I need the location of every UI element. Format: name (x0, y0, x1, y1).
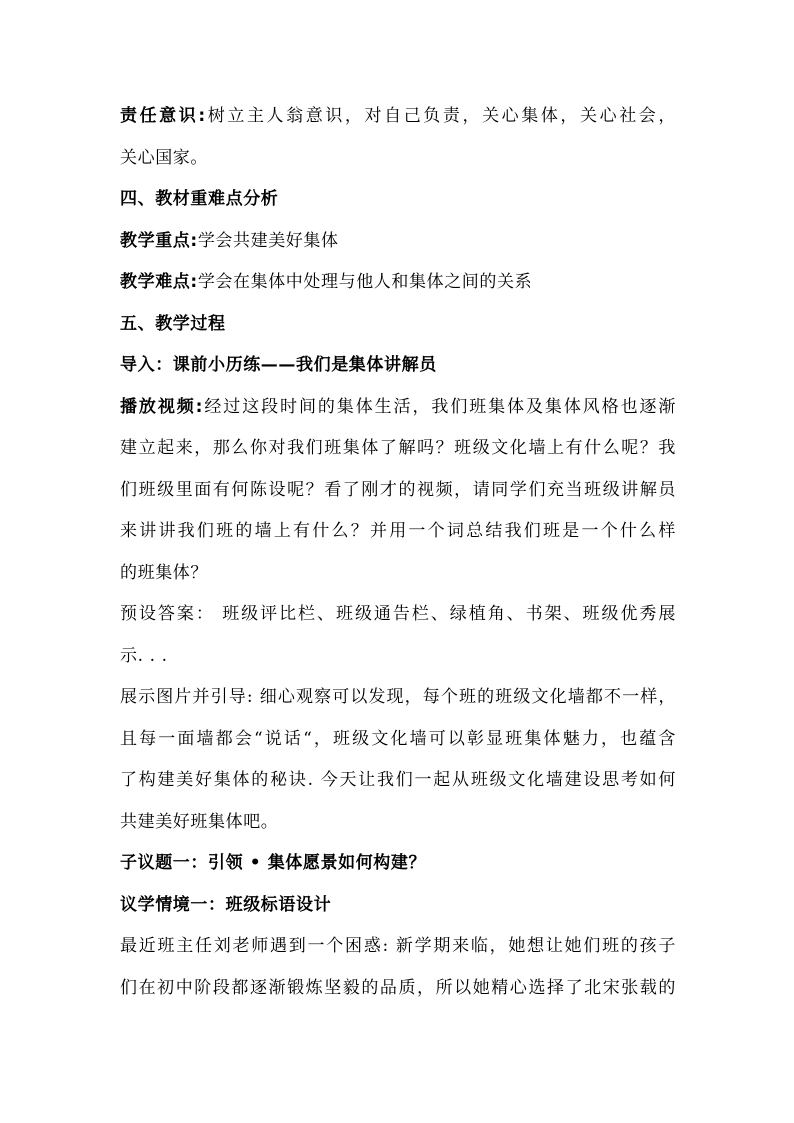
section-4-heading: 四、教材重难点分析 (120, 189, 279, 209)
video-line-4: 来讲讲我们班的墙上有什么？并用一个词总结我们班是一个什么样 (120, 521, 676, 541)
video-line-3: 们班级里面有何陈设呢？看了刚才的视频，请同学们充当班级讲解员 (120, 479, 676, 500)
intro-heading: 导入：课前小历练——我们是集体讲解员 (120, 355, 437, 375)
document-page (120, 96, 676, 1009)
video-text-1: 经过这段时间的集体生活，我们班集体及集体风格也逐渐 (203, 396, 676, 417)
responsibility-colon: : (198, 106, 206, 126)
difficult-point-colon: : (190, 272, 198, 292)
video-label: 播放视频 (120, 396, 196, 417)
sub-topic-1-heading: 子议题一：引领 • 集体愿景如何构建？ (120, 853, 427, 873)
key-point-text: 学会共建美好集体 (197, 230, 339, 251)
key-point-label: 教学重点 (120, 230, 191, 251)
responsibility-line-1 (120, 96, 676, 138)
difficult-point-line (120, 262, 676, 304)
preset-line-1: 预设答案： 班级评比栏、班级通告栏、绿植角、书架、班级优秀展 (120, 604, 676, 624)
difficult-point-text: 学会在集体中处理与他人和集体之间的关系 (197, 272, 533, 292)
responsibility-text: 树立主人翁意识，对自己负责，关心集体，关心社会， (205, 106, 676, 126)
last-line-1: 最近班主任刘老师遇到一个困惑: 新学期来临，她想让她们班的孩子 (120, 936, 676, 956)
preset-line-2: 示. . . (120, 645, 168, 666)
show-line-3: 了构建美好集体的秘诀. 今天让我们一起从班级文化墙建设思考如何 (120, 770, 676, 790)
key-point-colon: : (190, 230, 198, 251)
video-line-1 (120, 387, 676, 429)
responsibility-line-2: 关心国家。 (120, 147, 208, 168)
responsibility-label: 责任意识 (120, 106, 199, 126)
video-line-2: 建立起来，那么你对我们班集体了解吗？班级文化墙上有什么呢？我 (120, 438, 676, 458)
difficult-point-label: 教学难点 (120, 272, 191, 292)
show-line-1: 展示图片并引导: 细心观察可以发现，每个班的班级文化墙都不一样， (120, 687, 676, 707)
show-line-4: 共建美好班集体吧。 (120, 811, 279, 832)
situation-1-heading: 议学情境一：班级标语设计 (120, 894, 332, 915)
show-line-2: 且每一面墙都会“说话“，班级文化墙可以彰显班集体魅力，也蕴含 (120, 728, 676, 749)
section-5-heading: 五、教学过程 (120, 313, 226, 334)
key-point-line (120, 221, 676, 263)
video-line-5: 的班集体？ (120, 562, 208, 583)
last-line-2: 们在初中阶段都逐渐锻炼坚毅的品质，所以她精心选择了北宋张载的 (120, 977, 676, 998)
video-colon: : (195, 396, 204, 417)
